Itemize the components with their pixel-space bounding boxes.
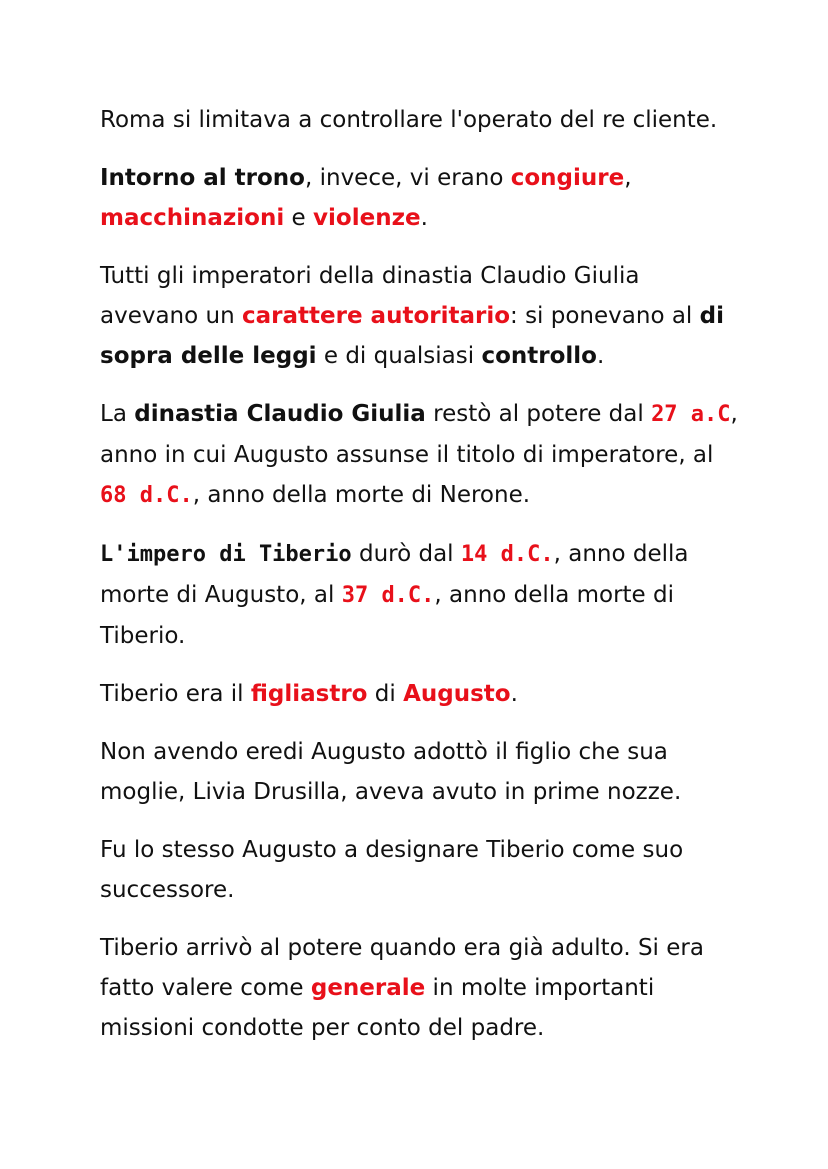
paragraph-p8 [100, 830, 740, 910]
paragraph-p4 [100, 394, 740, 516]
highlighted-term: 68 d.C. [100, 483, 193, 508]
paragraph-p9 [100, 928, 740, 1048]
text-segment: Roma si limitava a controllare l'operato del re cliente. [100, 107, 718, 133]
highlighted-term: carattere autoritario [242, 303, 511, 329]
paragraph-p3 [100, 256, 740, 376]
text-segment: , anno della morte di Tiberio. [100, 582, 675, 649]
text-segment: durò dal [351, 541, 461, 567]
paragraph-p7 [100, 732, 740, 812]
text-segment: restò al potere dal [425, 401, 652, 427]
paragraph-p2 [100, 158, 740, 238]
bold-term: di sopra delle leggi [100, 303, 724, 369]
bold-term: dinastia Claudio Giulia [134, 401, 426, 427]
highlighted-term: violenze [313, 205, 421, 231]
text-segment: in molte importanti missioni condotte per conto del padre. [100, 975, 655, 1041]
paragraph-p1 [100, 100, 740, 140]
highlighted-term: 14 d.C. [460, 542, 554, 567]
text-segment: , anno della morte di Augusto, al [100, 541, 689, 608]
bold-term: controllo [481, 343, 597, 369]
bold-term: L'impero di Tiberio [100, 542, 352, 567]
text-segment: Tiberio era il [100, 681, 251, 707]
document-page [100, 100, 740, 1066]
text-segment: Tutti gli imperatori della dinastia Claudio Giulia avevano un [100, 263, 640, 329]
text-segment: . [420, 205, 428, 231]
text-segment: Non avendo eredi Augusto adottò il figlio che sua moglie, Livia Drusilla, aveva avuto in prime nozze. [100, 739, 682, 805]
highlighted-term: generale [310, 975, 426, 1001]
text-segment: . [596, 343, 605, 369]
text-segment: , [624, 165, 632, 191]
highlighted-term: congiure [510, 165, 625, 191]
paragraph-p5 [100, 534, 740, 656]
text-segment: , anno in cui Augusto assunse il titolo di imperatore, al [100, 401, 738, 468]
text-segment: , anno della morte di Nerone. [192, 482, 531, 508]
paragraph-p6 [100, 674, 740, 714]
bold-term: Intorno al trono [100, 165, 305, 191]
highlighted-term: macchinazioni [100, 205, 285, 231]
text-segment: Fu lo stesso Augusto a designare Tiberio come suo successore. [100, 837, 684, 903]
text-segment: Tiberio arrivò al potere quando era già adulto. Si era fatto valere come [100, 935, 704, 1001]
text-segment: e [284, 205, 314, 231]
text-segment: di [367, 681, 404, 707]
highlighted-term: 37 d.C. [341, 583, 435, 608]
highlighted-term: figliastro [250, 681, 368, 707]
text-segment: , invece, vi erano [304, 165, 511, 191]
highlighted-term: 27 a.C [651, 402, 731, 427]
text-segment: . [510, 681, 518, 707]
highlighted-term: Augusto [403, 681, 511, 707]
text-segment: : si ponevano al [510, 303, 700, 329]
text-segment: e di qualsiasi [316, 343, 482, 369]
text-segment: La [100, 401, 135, 427]
